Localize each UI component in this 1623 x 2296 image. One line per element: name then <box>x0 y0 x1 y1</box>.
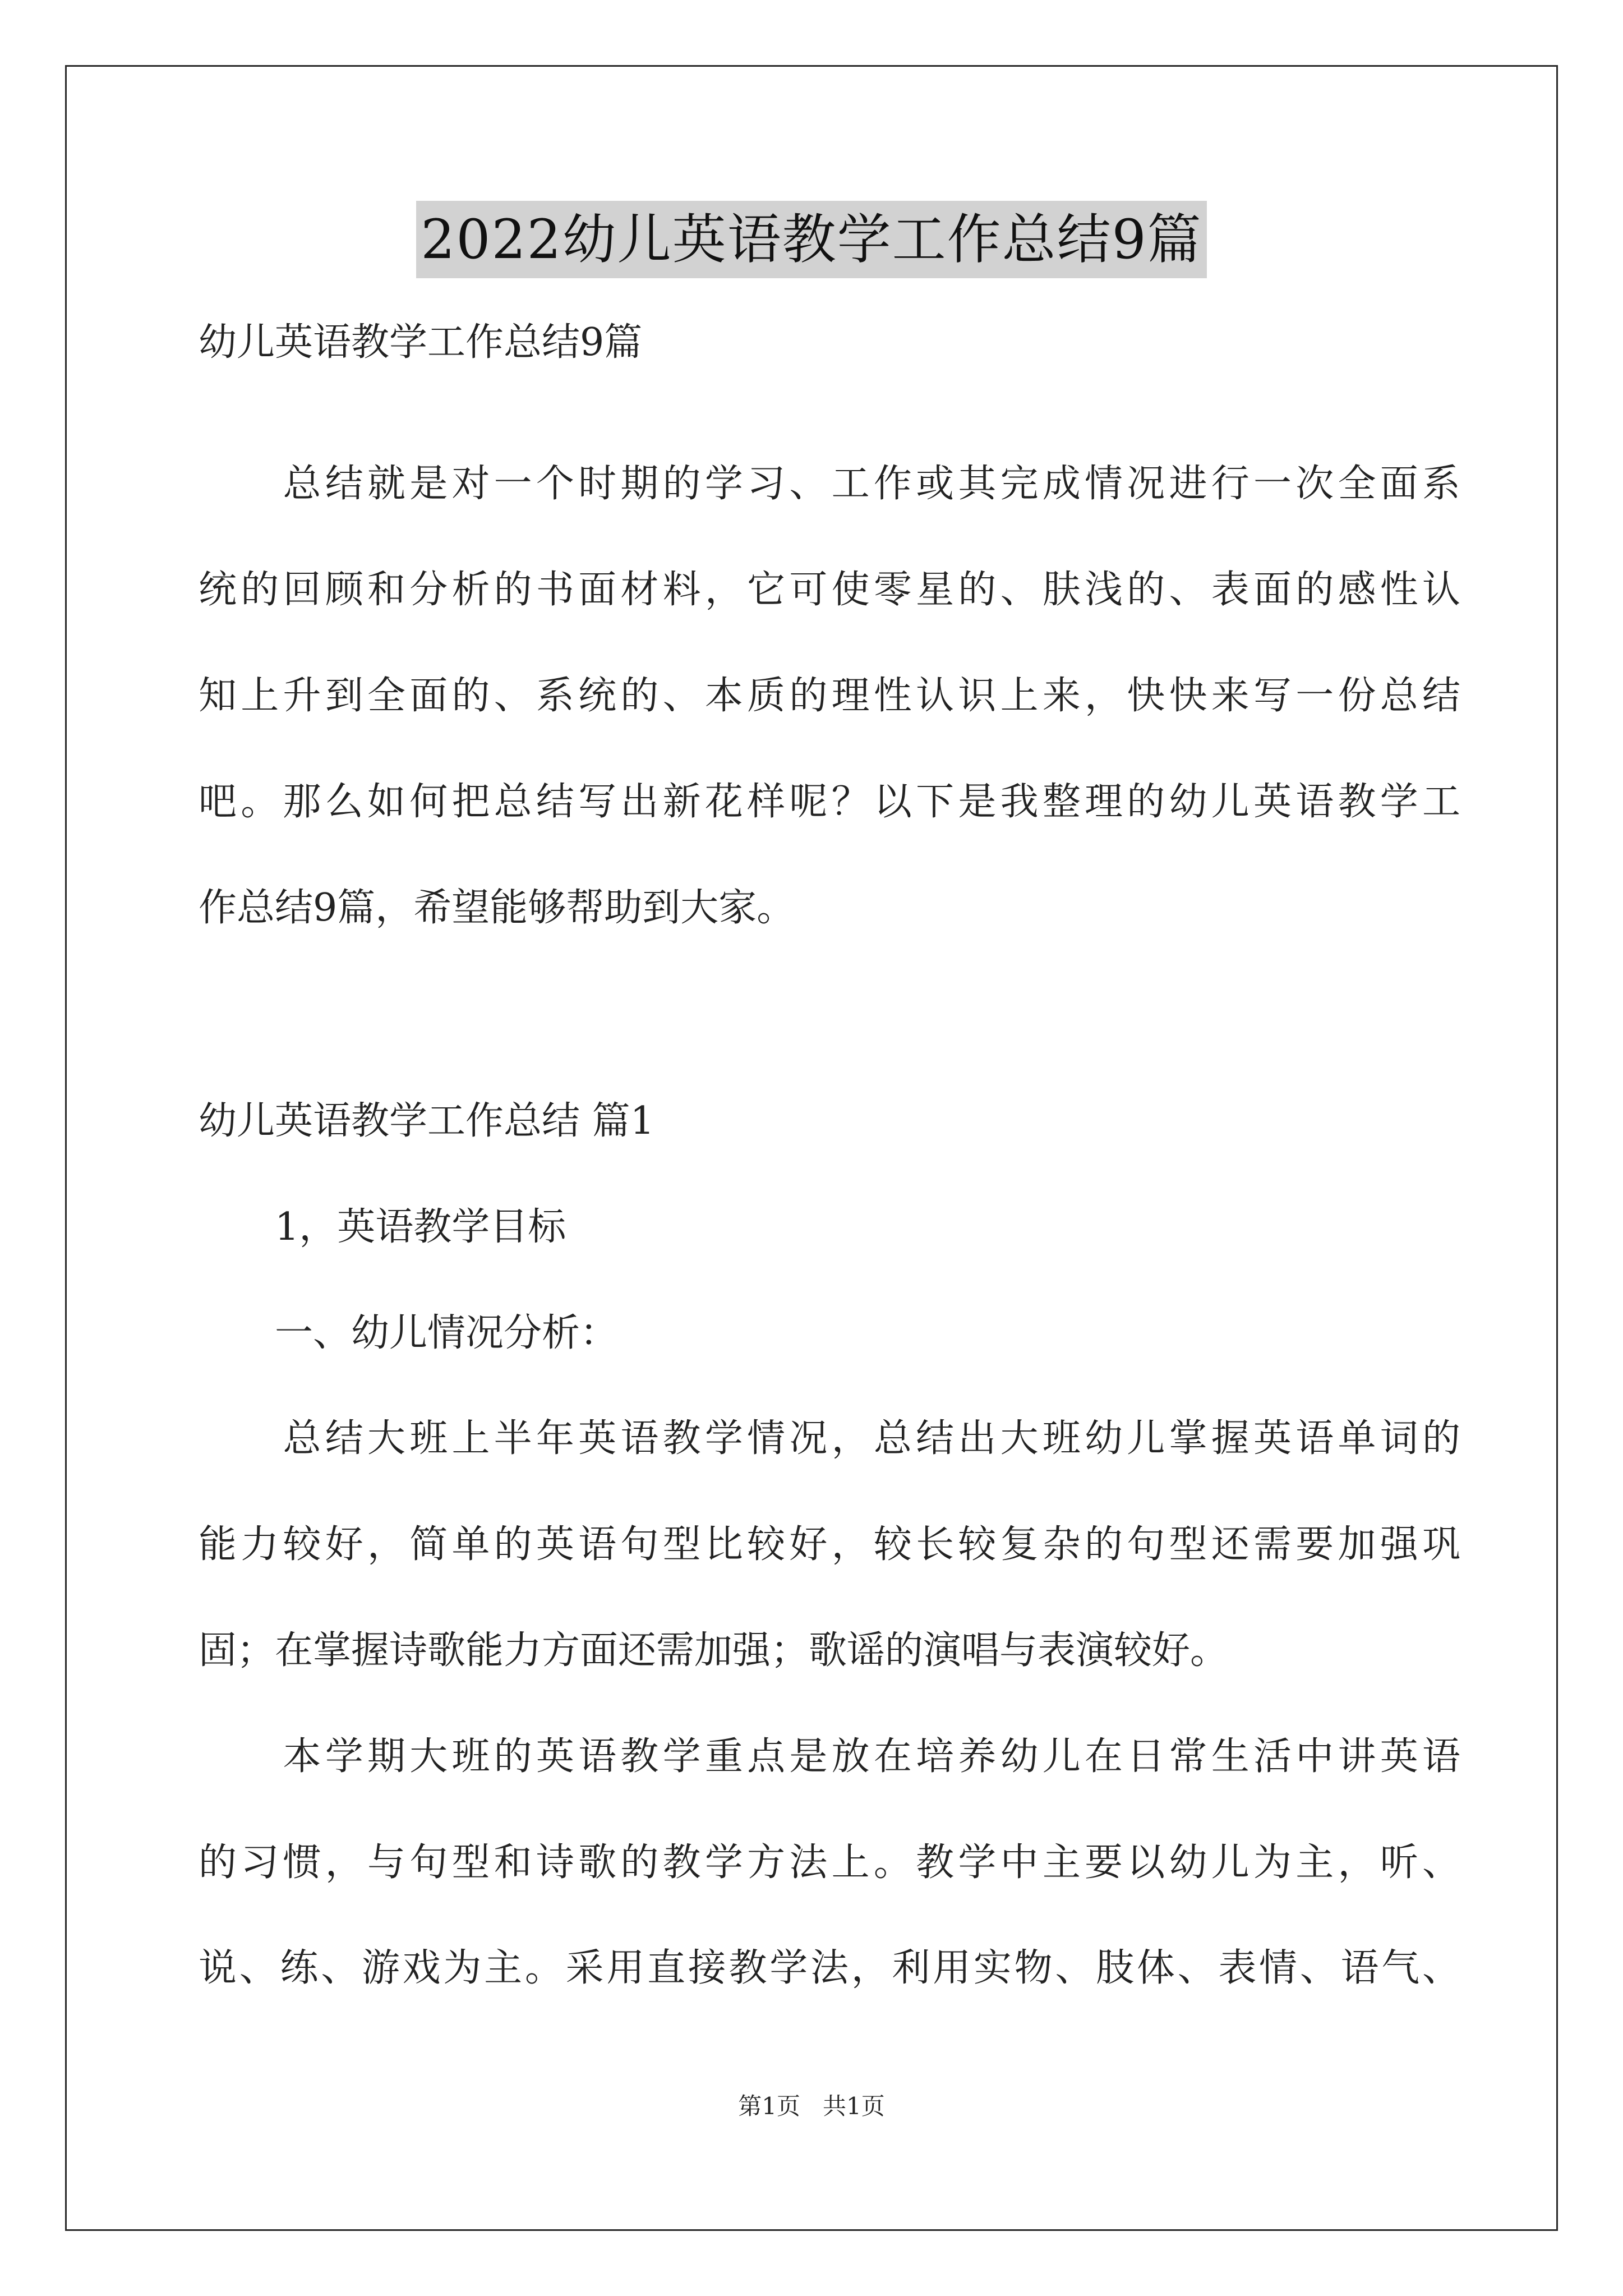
paragraph-line: 作总结9篇，希望能够帮助到大家。 <box>199 886 795 930</box>
title-container <box>0 201 1623 278</box>
paragraph-line: 一、幼儿情况分析： <box>199 1311 619 1355</box>
paragraph-line: 说、练、游戏为主。采用直接教学法，利用实物、肢体、表情、语气、 <box>199 1946 1460 1990</box>
paragraph-line: 吧。那么如何把总结写出新花样呢？以下是我整理的幼儿英语教学工 <box>199 780 1460 824</box>
paragraph-line: 知上升到全面的、系统的、本质的理性认识上来，快快来写一份总结 <box>199 674 1460 718</box>
subtitle-line: 幼儿英语教学工作总结9篇 <box>199 320 643 365</box>
paragraph-line: 的习惯，与句型和诗歌的教学方法上。教学中主要以幼儿为主，听、 <box>199 1841 1460 1885</box>
paragraph-line: 1，英语教学目标 <box>199 1205 566 1249</box>
document-title: 2022幼儿英语教学工作总结9篇 <box>416 201 1206 278</box>
section-heading: 幼儿英语教学工作总结 篇1 <box>199 1099 654 1143</box>
paragraph-line: 能力较好，简单的英语句型比较好，较长较复杂的句型还需要加强巩 <box>199 1522 1460 1567</box>
paragraph-line: 总结就是对一个时期的学习、工作或其完成情况进行一次全面系 <box>199 462 1460 506</box>
paragraph-line: 固；在掌握诗歌能力方面还需加强；歌谣的演唱与表演较好。 <box>199 1628 1229 1673</box>
page-number-footer: 第1页 共1页 <box>738 2092 885 2120</box>
paragraph-line: 统的回顾和分析的书面材料，它可使零星的、肤浅的、表面的感性认 <box>199 568 1460 612</box>
paragraph-line: 本学期大班的英语教学重点是放在培养幼儿在日常生活中讲英语 <box>199 1734 1460 1779</box>
paragraph-line: 总结大班上半年英语教学情况，总结出大班幼儿掌握英语单词的 <box>199 1416 1460 1461</box>
page-border <box>65 65 1558 2231</box>
